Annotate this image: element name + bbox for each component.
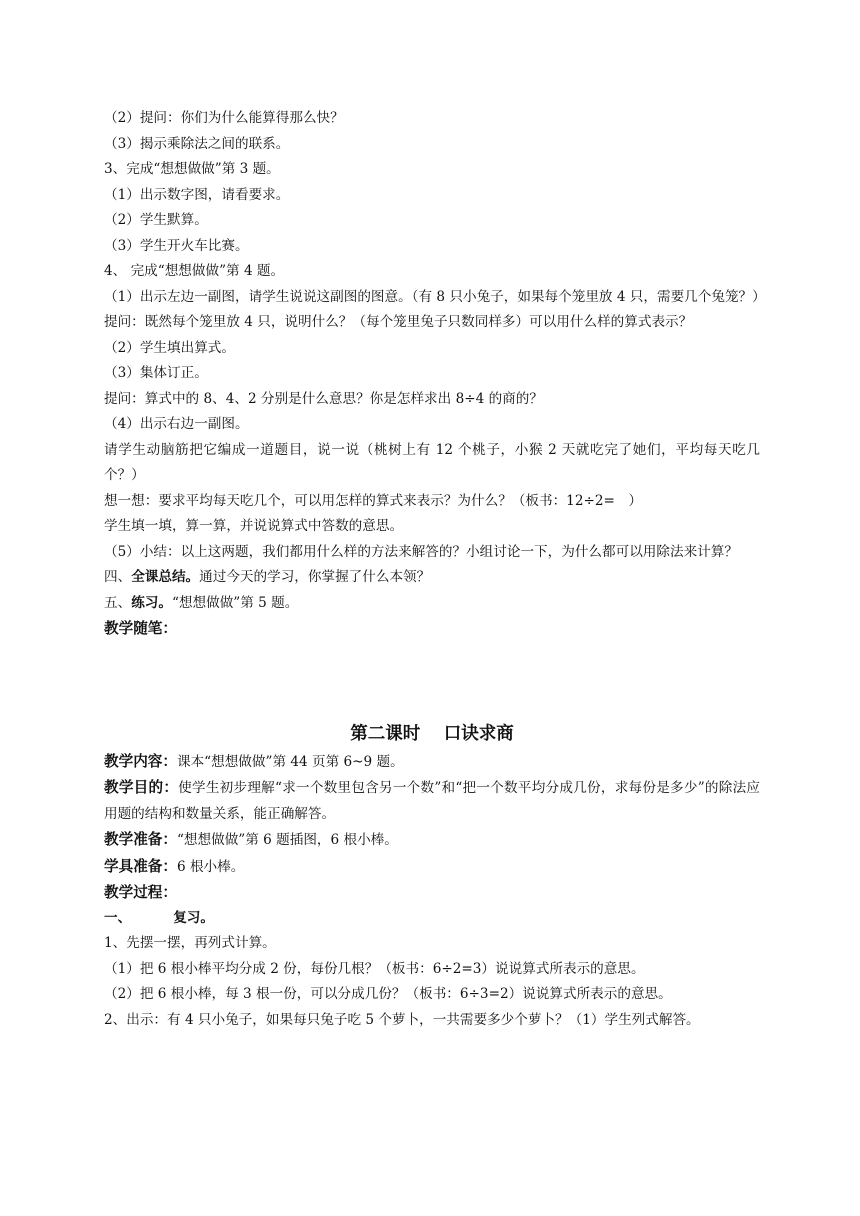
field-label: 教学内容： <box>104 752 177 770</box>
paragraph-summary: （5）小结：以上这两题，我们都用什么样的方法来解答的？小组讨论一下，为什么都可以用除法来计算？ <box>104 543 738 560</box>
field-prep <box>104 827 760 854</box>
document-page <box>104 106 766 1033</box>
field-tools <box>104 854 760 881</box>
notes-label: 教学随笔： <box>104 620 177 637</box>
field-label: 教学准备： <box>104 831 177 848</box>
text-line: （2）把 6 根小棒，每 3 根一份，可以分成几份？（板书：6÷3=2）说说算式所表示的意思。 <box>104 986 672 1002</box>
text-line: 3、完成“想想做做”第 3 题。 <box>104 161 280 177</box>
field-text: 使学生初步理解“求一个数里包含另一个数”和“把一个数平均分成几份，求每份是多少”的除法应用题的结构和数量关系，能正确解答。 <box>104 780 760 822</box>
section-heading: 练习。 <box>131 594 172 611</box>
text-line: 想一想：要求平均每天吃几个，可以用怎样的算式来表示？为什么？（板书：12÷2= ） <box>104 492 643 509</box>
text-line: （2）学生默算。 <box>104 212 208 228</box>
section-number: 四、 <box>104 569 132 585</box>
text-line: （3）集体订正。 <box>104 365 208 381</box>
section-text: 通过今天的学习，你掌握了什么本领？ <box>199 569 431 585</box>
text-line: 4、 完成“想想做做”第 4 题。 <box>104 263 285 279</box>
field-text: “想想做做”第 6 题插图，6 根小棒。 <box>176 832 398 848</box>
text-line: 提问：算式中的 8、4、2 分别是什么意思？你是怎样求出 8÷4 的商的？ <box>104 390 543 407</box>
text-line: （1）出示数字图，请看要求。 <box>104 186 290 203</box>
field-text: 课本“想想做做”第 44 页第 6~9 题。 <box>176 753 404 770</box>
process-label: 教学过程： <box>104 884 177 901</box>
section-practice <box>104 591 760 617</box>
text-line: （2）提问：你们为什么能算得那么快？ <box>104 110 344 126</box>
section-number: 五、 <box>104 594 132 611</box>
section-text: “想想做做”第 5 题。 <box>171 594 299 611</box>
paragraph-peach: 请学生动脑筋把它编成一道题目，说一说（桃树上有 12 个桃子，小猴 2 天就吃完了她们，平均每天吃几个？） <box>104 441 760 483</box>
text-line: 提问：既然每个笼里放 4 只，说明什么？（每个笼里兔子只数同样多）可以用什么样的算式表示？ <box>104 314 693 330</box>
field-goal <box>104 775 760 827</box>
blank-space <box>104 642 760 719</box>
lesson-title: 第二课时 口诀求商 <box>350 723 514 744</box>
section-heading: 复习。 <box>173 909 214 926</box>
section-review <box>104 906 760 932</box>
section-summary <box>104 565 760 591</box>
text-line: （4）出示右边一副图。 <box>104 416 249 432</box>
paragraph-rabbit: （1）出示左边一副图，请学生说说这副图的图意。（有 8 只小兔子，如果每个笼里放 4 只，需要几个兔笼？） <box>104 288 766 305</box>
field-label: 学具准备： <box>104 857 177 875</box>
text-line: 1、先摆一摆，再列式计算。 <box>104 935 276 951</box>
section-number: 一、 <box>104 909 132 926</box>
field-text: 6 根小棒。 <box>176 858 245 875</box>
text-line: 学生填一填，算一算，并说说算式中答数的意思。 <box>104 518 404 534</box>
section-heading: 全课总结。 <box>131 569 200 585</box>
text-line: （3）揭示乘除法之间的联系。 <box>104 135 290 152</box>
text-line: （1）把 6 根小棒平均分成 2 份，每份几根？（板书：6÷2=3）说说算式所表示的意思。 <box>104 960 645 977</box>
field-label: 教学目的： <box>104 779 179 796</box>
text-line: 2、出示：有 4 只小兔子，如果每只兔子吃 5 个萝卜，一共需要多少个萝卜？（1）学生列式解答。 <box>104 1011 700 1028</box>
text-line: （3）学生开火车比赛。 <box>104 237 249 254</box>
field-content <box>104 749 760 776</box>
text-line: （2）学生填出算式。 <box>104 339 235 356</box>
